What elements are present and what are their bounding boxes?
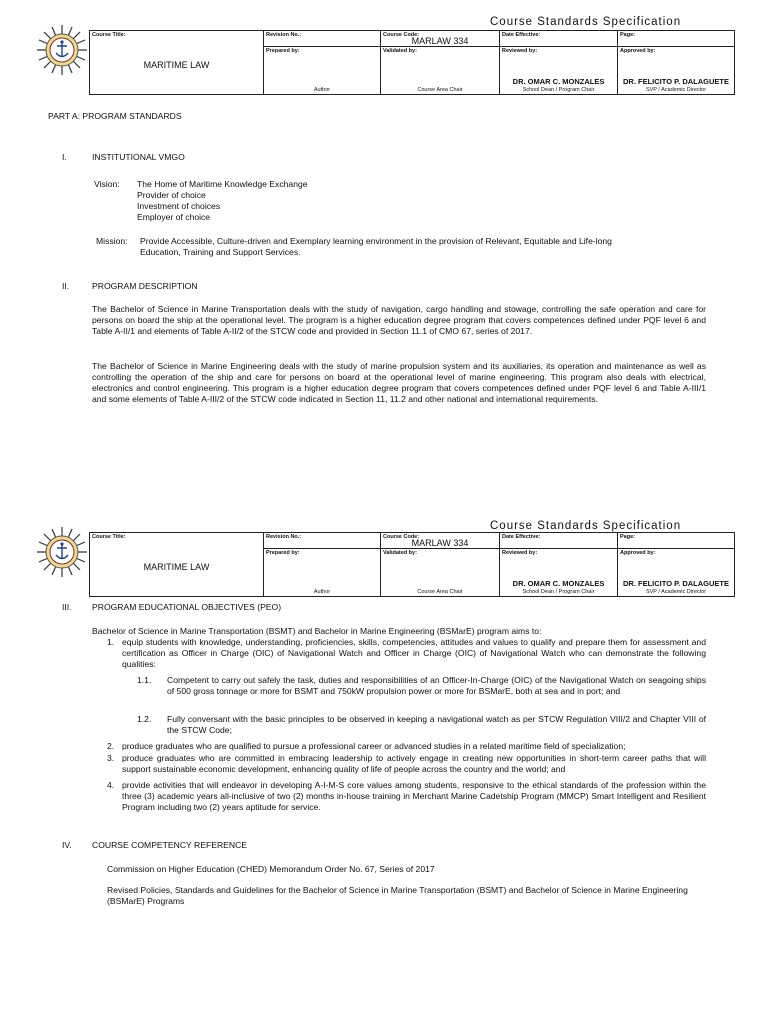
validated-by-label: Validated by: [383, 550, 417, 556]
page-label: Page: [620, 32, 635, 38]
sub-list-item-number: 1.1. [137, 675, 152, 685]
document-title: Course Standards Specification [490, 16, 682, 28]
validated-by-role: Course Area Chair [417, 589, 463, 595]
reviewed-by-label: Reviewed by: [502, 48, 538, 54]
course-title-value: MARITIME LAW [143, 60, 210, 70]
course-code-value: MARLAW 334 [411, 538, 469, 548]
course-title-label: Course Title: [92, 32, 126, 38]
section-4-number: IV. [62, 840, 72, 850]
section-4-heading: COURSE COMPETENCY REFERENCE [92, 840, 248, 850]
course-title-cell [90, 31, 264, 95]
document-title: Course Standards Specification [490, 520, 682, 532]
list-item: produce graduates who are committed in embracing leadership to actively engage in creating new opportunities in short-term career paths that will support sustainable economic development, enhancing quality of life of people across the country and the world; and [122, 753, 706, 774]
revision-label: Revision No.: [266, 32, 302, 38]
prepared-by-role: Author [313, 87, 331, 93]
approver-name: DR. FELICITO P. DALAGUETE [623, 579, 729, 588]
vision-line: Employer of choice [137, 212, 211, 222]
validated-by-role: Course Area Chair [417, 87, 463, 93]
approver-role: SVP / Academic Director [645, 589, 707, 595]
reviewer-name: DR. OMAR C. MONZALES [512, 77, 605, 86]
date-effective-label: Date Effective: [502, 534, 541, 540]
section-1-number: I. [62, 152, 67, 162]
course-title-value: MARITIME LAW [143, 562, 210, 572]
course-header-table [89, 532, 735, 597]
list-item-number: 4. [107, 780, 115, 790]
course-title-cell [90, 533, 264, 597]
vision-line: The Home of Maritime Knowledge Exchange [137, 179, 308, 189]
section-3-heading: PROGRAM EDUCATIONAL OBJECTIVES (PEO) [92, 602, 282, 612]
prepared-by-label: Prepared by: [266, 48, 300, 54]
page-label: Page: [620, 534, 635, 540]
institution-logo [36, 24, 88, 76]
reviewer-name: DR. OMAR C. MONZALES [512, 579, 605, 588]
course-code-value: MARLAW 334 [411, 36, 469, 46]
section-2-number: II. [62, 281, 70, 291]
institution-logo [36, 526, 88, 578]
course-header-table [89, 30, 735, 95]
reviewer-role: School Dean / Program Chair [522, 87, 595, 93]
prepared-by-role: Author [313, 589, 331, 595]
program-description-bsmare: The Bachelor of Science in Marine Engineering deals with the study of marine propulsion system and its auxiliaries, its operation and maintenance as well as controlling the operation of the ship and care for persons on board at the operational level of marine engineering. This program also deals with electrical, electronics and control engineering. This program is a higher education degree program that covers competences defined under PQF level 6 and Table A-III/1 and some elements of Table A-III/2 of the STCW code indicated in Section 11, 11.2 and other national and international requirements. [92, 361, 706, 404]
list-item: produce graduates who are qualified to pursue a professional career or advanced studies in a related maritime field of specialization; [122, 741, 626, 751]
validated-by-label: Validated by: [383, 48, 417, 54]
section-3-number: III. [62, 602, 72, 612]
reviewer-role: School Dean / Program Chair [522, 589, 595, 595]
list-item-number: 2. [107, 741, 115, 751]
mission-label: Mission: [96, 236, 128, 246]
section-1-heading: INSTITUTIONAL VMGO [92, 152, 185, 162]
sub-list-item: Fully conversant with the basic principles to be observed in keeping a navigational watch as per STCW Regulation VIII/2 and Chapter VIII of the STCW Code; [167, 714, 706, 735]
peo-intro: Bachelor of Science in Marine Transportation (BSMT) and Bachelor in Marine Engineering (BSMarE) program aims to: [92, 626, 542, 636]
approved-by-label: Approved by: [620, 48, 656, 54]
approver-name: DR. FELICITO P. DALAGUETE [623, 77, 729, 86]
course-code-label: Course Code: [383, 32, 420, 38]
revision-label: Revision No.: [266, 534, 302, 540]
mission-line: Education, Training and Support Services. [140, 247, 301, 257]
reference-item: Revised Policies, Standards and Guidelines for the Bachelor of Science in Marine Transportation (BSMT) and Bachelor of Science in Marine Engineering (BSMarE) Programs [107, 885, 688, 906]
prepared-by-label: Prepared by: [266, 550, 300, 556]
vision-line: Investment of choices [137, 201, 221, 211]
reference-item: Commission on Higher Education (CHED) Memorandum Order No. 67, Series of 2017 [107, 864, 435, 874]
program-description-bsmt: The Bachelor of Science in Marine Transportation deals with the study of navigation, cargo handling and stowage, controlling the safe operation and care for persons on board the ship at the operational level. The program is a higher education degree program that covers competences defined under PQF level 6 and Table A-II/1 and elements of Table A-II/2 of the STCW code and provided in Section 11.1 of CMO 67, series of 2017. [92, 304, 706, 336]
list-item: provide activities that will endeavor in developing A-I-M-S core values among students, responsive to the ethical standards of the profession within the three (3) academic years all-inclusive of two (2) months in-house training in Merchant Marine Cadetship Program (MMCP) Smart Intelligent and Resilient Program including two (2) years aptitude for service. [122, 780, 706, 812]
course-code-label: Course Code: [383, 534, 420, 540]
date-effective-label: Date Effective: [502, 32, 541, 38]
sub-list-item-number: 1.2. [137, 714, 152, 724]
mission-line: Provide Accessible, Culture-driven and Exemplary learning environment in the provision of Relevant, Equitable and Life-long [140, 236, 612, 246]
part-a-heading: PART A: PROGRAM STANDARDS [48, 111, 182, 121]
course-title-label: Course Title: [92, 534, 126, 540]
section-2-heading: PROGRAM DESCRIPTION [92, 281, 198, 291]
approver-role: SVP / Academic Director [645, 87, 707, 93]
list-item-number: 1. [107, 637, 115, 647]
reviewed-by-label: Reviewed by: [502, 550, 538, 556]
approved-by-label: Approved by: [620, 550, 656, 556]
vision-line: Provider of choice [137, 190, 206, 200]
list-item: equip students with knowledge, understanding, proficiencies, skills, competencies, attitudes and values to qualify and prepare them for assessment and certification as Officer in Charge (OIC) of Navigational Watch and Officer in Charge (OIC) of Navigational Watch who can demonstrate the following qualities: [122, 637, 706, 669]
sub-list-item: Competent to carry out safely the task, duties and responsibilities of an Officer-In-Charge (OIC) of the Navigational Watch on seagoing ships of 500 gross tonnage or more for BSMT and 750kW propulsion power or more for BSMarE, both at sea and in port; and [167, 675, 706, 696]
vision-label: Vision: [94, 179, 120, 189]
list-item-number: 3. [107, 753, 115, 763]
